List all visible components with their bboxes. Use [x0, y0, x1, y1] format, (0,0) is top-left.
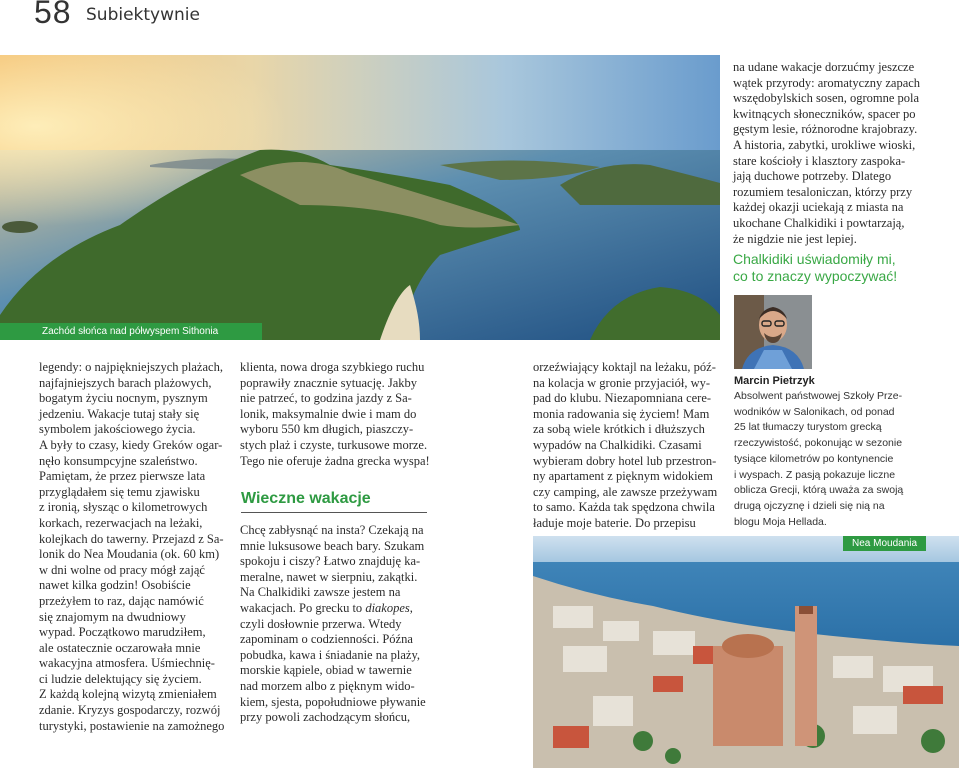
author-photo [734, 295, 812, 369]
text-line: nad morzem albo z pięknym wido- [240, 678, 415, 693]
text-line: nęło konsumpcyjne szaleństwo. [39, 453, 198, 468]
text-line: wybieram dobry hotel lub przestron- [533, 453, 717, 468]
text-line: nie patrzeć, to godzina jazdy z Sa- [240, 391, 412, 406]
text-line: stych plaż i czyste, turkusowe morze. [240, 437, 428, 452]
text-line: meralne, nawet w sierpniu, zakątki. [240, 569, 418, 584]
text-line: na udane wakacje dorzućmy jeszcze [733, 60, 915, 74]
text-line: ale ostatecznie oczarowała mnie [39, 640, 201, 655]
hero-photo-sithonia [0, 55, 720, 340]
text-line: wszędobylskich sosen, ogromne pola [733, 91, 920, 106]
text-line: legendy: o najpiękniejszych plażach, [39, 360, 223, 374]
text-line: wakacyjna atmosfera. Uśmiechnię- [39, 656, 215, 671]
text-line: spokoju i ciszy? Łatwo znajduję ka- [240, 554, 421, 569]
subheading: Wieczne wakacje [241, 490, 427, 513]
text-line: wypad. Początkowo marudziłem, [39, 625, 206, 640]
text-line: monia radowania się życiem! Mam [533, 406, 710, 421]
photo-caption-nea-moudania: Nea Moudania [843, 536, 926, 551]
text-line [240, 601, 430, 617]
text-line: ukochane Chalkidiki i powtarzają, [733, 215, 905, 230]
article-column-1 [39, 360, 229, 734]
photo-nea-moudania [533, 536, 959, 768]
text-line: że nigdzie nie jest lepiej. [733, 231, 857, 246]
text-line: Pamiętam, że przez pierwsze lata [39, 469, 206, 484]
text-line: wątek przyrody: aromatyczny zapach [733, 75, 921, 90]
text-line: turystyki, postawienie na zamożnego [39, 718, 225, 733]
text-line: za sobą wiele krótkich i dłuższych [533, 422, 705, 437]
bio-line: Absolwent państwowej Szkoły Prze- [734, 390, 903, 402]
hero-caption: Zachód słońca nad półwyspem Sithonia [0, 323, 262, 340]
text-line: nawet kilka godzin! Osobiście [39, 578, 191, 593]
text-line: czy camping, ale zawsze przeżywam [533, 484, 718, 499]
text-line: jedzeniu. Wakacje tutaj stały się [39, 406, 200, 421]
text-line: zdanie. Kryzys gospodarczy, rozwój [39, 703, 221, 718]
pull-quote [733, 251, 933, 285]
text-line: kolejkach do tawerny. Przejazd z Sa- [39, 531, 224, 546]
text-line: wypadów na Chalkidiki. Czasami [533, 437, 702, 452]
text-line: pobudka, kawa i śniadanie na plaży, [240, 647, 421, 662]
bio-line: i wyspach. Z pasją pokazuje liczne [734, 468, 896, 481]
text-line: Chcę zabłysnąć na insta? Czekają na [240, 523, 424, 537]
text-line: zapominam o codzienności. Późna [240, 632, 413, 647]
text-line: A były to czasy, kiedy Greków ogar- [39, 437, 223, 452]
pull-quote-line: co to znaczy wypoczywać! [733, 268, 898, 284]
text-line: korkach, rezerwacjach na leżaki, [39, 515, 203, 530]
bio-line: oblicza Grecji, którą uważa za swoją [734, 484, 904, 497]
text-line: się znajomym na dwudniowy [39, 609, 186, 624]
article-column-2-continued [240, 523, 430, 726]
text-line: Tego nie oferuje żadna grecka wyspa! [240, 453, 430, 468]
text-line: z ironią, słysząc o kilometrowych [39, 500, 208, 515]
bio-line: rzeczywistość, pokonując w sezonie [734, 437, 903, 450]
bio-line: tysiące kilometrów po kontynencie [734, 452, 894, 465]
text-line: to samo. Każda tak spędzona chwila [533, 500, 715, 515]
text-fragment: wakacjach. Po grecku to [240, 600, 366, 615]
bio-line: blogu Moja Hellada. [734, 515, 827, 528]
text-line: orzeźwiający koktajl na leżaku, póź- [533, 360, 716, 374]
text-line: lonik do Nea Moudania (ok. 60 km) [39, 547, 220, 562]
text-line: przyglądałem się temu zjawisku [39, 484, 200, 499]
text-line: Na Chalkidiki zawsze jestem na [240, 585, 401, 600]
text-line: każdej okazji uciekają z miasta na [733, 200, 904, 215]
text-line: kwitnących słoneczników, spacer po [733, 106, 916, 121]
section-title: Subiektywnie [86, 5, 200, 25]
page-number: 58 [34, 0, 72, 30]
text-line: w dni wolne od pracy mógł zająć [39, 562, 205, 577]
text-line: pad do klubu. Niezapomniana cere- [533, 391, 712, 406]
text-line: czyli dosłownie przerwa. Wtedy [240, 616, 402, 631]
author-name: Marcin Pietrzyk [734, 375, 815, 387]
text-line: ładuje moje baterie. Do przepisu [533, 515, 696, 530]
text-line: bogatym życiu nocnym, pysznym [39, 391, 208, 406]
text-line: morskie kąpiele, obiad w tawernie [240, 663, 412, 678]
text-line: najfajniejszych barach plażowych, [39, 375, 212, 390]
town-aerial-illustration [533, 536, 959, 768]
intro-paragraph [733, 60, 925, 247]
bio-line: wodników w Salonikach, od ponad [734, 405, 895, 418]
text-line: stare kościoły i klasztory zaspoka- [733, 153, 906, 168]
bio-line: drugą ojczyznę i dzieli się nią na [734, 499, 885, 512]
bio-line: 25 lat tłumaczy turystom grecką [734, 421, 882, 434]
text-line: ci ludzie delektujący się życiem. [39, 671, 202, 686]
author-bio [734, 389, 924, 530]
text-line: mnie luksusowe beach bary. Szukam [240, 538, 425, 553]
text-line: klienta, nowa droga szybkiego ruchu [240, 360, 425, 374]
text-line: Z każdą kolejną wizytą zmieniałem [39, 687, 217, 702]
hero-landscape-illustration [0, 55, 720, 340]
text-line: symbolem jakościowego życia. [39, 422, 196, 437]
text-line: na kolacja w gronie przyjaciół, wy- [533, 375, 711, 390]
pull-quote-line: Chalkidiki uświadomiły mi, [733, 251, 896, 267]
text-fragment: , [409, 600, 413, 615]
article-column-3 [533, 360, 723, 532]
text-line: wyboru 550 km długich, piaszczy- [240, 422, 414, 437]
text-line: przeżyłem to raz, dając namówić [39, 593, 204, 608]
text-line: gęstym lesie, różnorodne krajobrazy. [733, 122, 918, 137]
text-line: lonik, maksymalnie dwie i mam do [240, 406, 417, 421]
article-column-2 [240, 360, 430, 469]
text-line: przy powoli zachodzącym słońcu, [240, 710, 411, 725]
text-line: A historia, zabytki, urokliwe wioski, [733, 137, 916, 152]
text-line: rozumiem tesaloniczan, którzy przy [733, 184, 913, 199]
text-line: poprawiły znacznie sytuację. Jakby [240, 375, 418, 390]
text-line: jają duchowe potrzeby. Dlatego [733, 169, 892, 184]
italic-term: diakopes [365, 600, 410, 615]
text-line: ny apartament z pięknym widokiem [533, 469, 713, 484]
text-line: kiem, sjesta, popołudniowe pływanie [240, 694, 426, 709]
author-portrait-illustration [734, 295, 812, 369]
